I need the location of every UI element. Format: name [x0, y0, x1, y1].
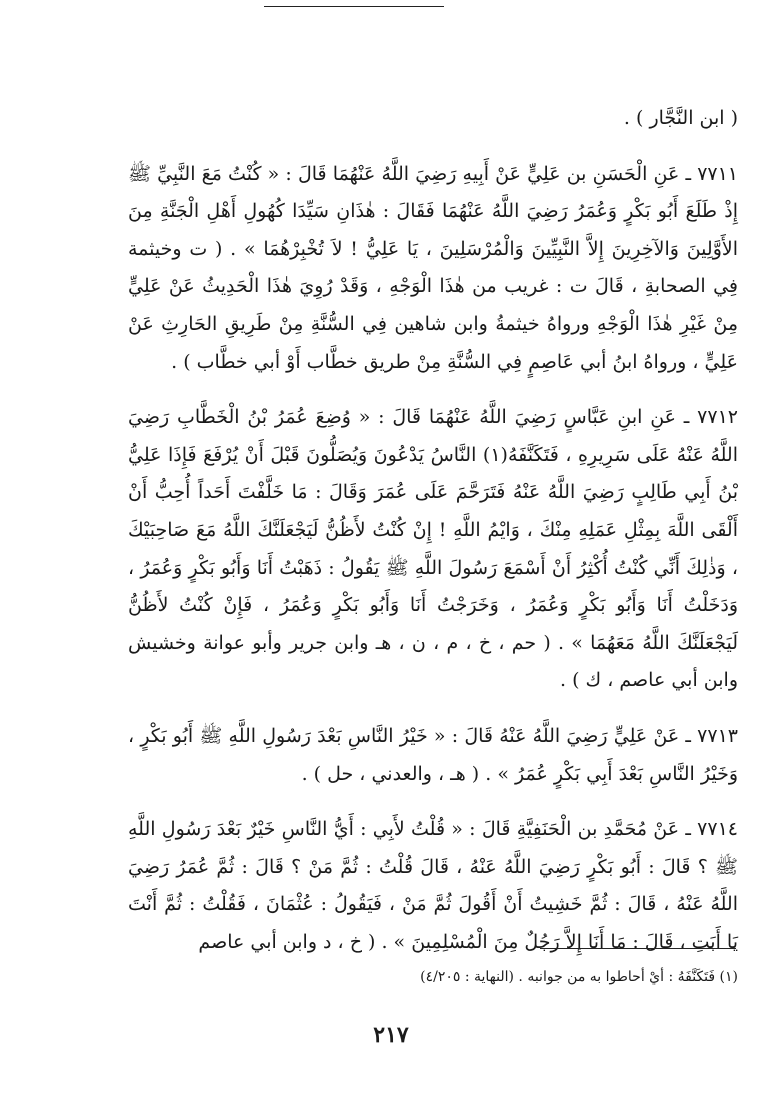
hadith-7712: ٧٧١٢ ـ عَنِ ابنِ عَبَّاسٍ رَضِيَ اللَّهُ عَنْهُمَا قَالَ : « وُضِعَ عُمَرُ بْنُ الْخَطَّابِ رَضِيَ اللَّهُ عَنْهُ عَلَى سَرِيرِهِ ، فَتَكَنَّفَهُ(١) النَّاسُ يَدْعُونَ وَيُصَلُّونَ قَبْلَ أَنْ يُرْفَعَ فَإِذَا عَلِيُّ بْنُ أَبِي طَالِبٍ رَضِيَ اللَّهُ عَنْهُ فَتَرَحَّمَ عَلَى عُمَرَ وَقَالَ : مَا خَلَّفْتَ أَحَداً أُحِبُّ أَنْ أَلْقَى اللَّهَ بِمِثْلِ عَمَلِهِ مِنْكَ ، وَايْمُ اللَّهِ ! إِنْ كُنْتُ لأَظُنُّ لَيَجْعَلَنَّكَ اللَّهُ مَعَ صَاحِبَيْكَ ، وَذٰلِكَ أَنِّي كُنْتُ أُكْثِرُ أَنْ أَسْمَعَ رَسُولَ اللَّهِ ﷺ يَقُولُ : ذَهَبْتُ أَنَا وَأَبُو بَكْرٍ وَعُمَرُ ، وَدَخَلْتُ أَنَا وَأَبُو بَكْرٍ وَعُمَرُ ، وَخَرَجْتُ أَنَا وَأَبُو بَكْرٍ وَعُمَرُ ، فَإِنْ كُنْتُ لأَظُنُّ لَيَجْعَلَنَّكَ اللَّهُ مَعَهُمَا » . ( حم ، خ ، م ، ن ، هـ وابن جرير وأبو عوانة وخشيش وابن أبي عاصم ، ك ) . [128, 406, 738, 692]
source-attribution: ( ابن النَّجَّار ) . [623, 107, 738, 129]
page-number: ٢١٧ [373, 1022, 409, 1048]
footnote-rule [540, 948, 736, 949]
hadith-7711: ٧٧١١ ـ عَنِ الْحَسَنِ بن عَلِيٍّ عَنْ أَبِيهِ رَضِيَ اللَّهُ عَنْهُمَا قَالَ : « كُنْتُ مَعَ النَّبِيِّ ﷺ إِذْ طَلَعَ أَبُو بَكْرٍ وَعُمَرُ رَضِيَ اللَّهُ عَنْهُمَا فَقَالَ : هٰذَانِ سَيِّدَا كُهُولِ أَهْلِ الْجَنَّةِ مِنَ الأَوَّلِينَ وَالآخِرِينَ إِلاَّ النَّبِيِّينَ وَالْمُرْسَلِينَ ، يَا عَلِيُّ ! لاَ تُخْبِرْهُمَا » . ( ت وخيثمة فِي الصحابةِ ، قَالَ ت : غريب من هٰذَا الْوَجْهِ ، وَقَدْ رُوِيَ هٰذَا الْحَدِيثُ عَنْ عَلِيٍّ مِنْ غَيْرِ هٰذَا الْوَجْهِ ورواهُ خيثمةُ وابن شاهين فِي السُّنَّةِ مِنْ طَرِيقِ الحَارِثِ عَنْ عَلِيٍّ ، ورواهُ ابنُ أبي عَاصِمٍ فِي السُّنَّةِ مِنْ طريق خطَّاب أَوْ أبي خطَّاب ) . [128, 162, 739, 373]
page-body [128, 100, 738, 961]
footnote: (١) فَتَكَنَّفَهُ : أيْ أحاطوا به من جوانبه . (النهاية : ٤/٢٠٥) [420, 969, 738, 985]
top-rule [264, 6, 444, 7]
hadith-7713: ٧٧١٣ ـ عَنْ عَلِيٍّ رَضِيَ اللَّهُ عَنْهُ قَالَ : « خَيْرُ النَّاسِ بَعْدَ رَسُولِ اللَّهِ ﷺ أَبُو بَكْرٍ ، وَخَيْرُ النَّاسِ بَعْدَ أَبِي بَكْرٍ عُمَرُ » . ( هـ ، والعدني ، حل ) . [128, 724, 738, 785]
hadith-7714: ٧٧١٤ ـ عَنْ مُحَمَّدِ بن الْحَنَفِيَّةِ قَالَ : « قُلْتُ لأَبِي : أَيُّ النَّاسِ خَيْرٌ بَعْدَ رَسُولِ اللَّهِ ﷺ ؟ قَالَ : أَبُو بَكْرٍ رَضِيَ اللَّهُ عَنْهُ ، قَالَ قُلْتُ : ثُمَّ مَنْ ؟ قَالَ : ثُمَّ عُمَرُ رَضِيَ اللَّهُ عَنْهُ ، قَالَ : ثُمَّ خَشِيتُ أَنْ أَقُولَ ثُمَّ مَنْ ، فَيَقُولُ : عُثْمَانَ ، فَقُلْتُ : ثُمَّ أَنْتَ يَا أَبَتِ ، قَالَ : مَا أَنَا إِلاَّ رَجُلٌ مِنَ الْمُسْلِمِينَ » . ( خ ، د وابن أبي عاصم [128, 818, 738, 953]
